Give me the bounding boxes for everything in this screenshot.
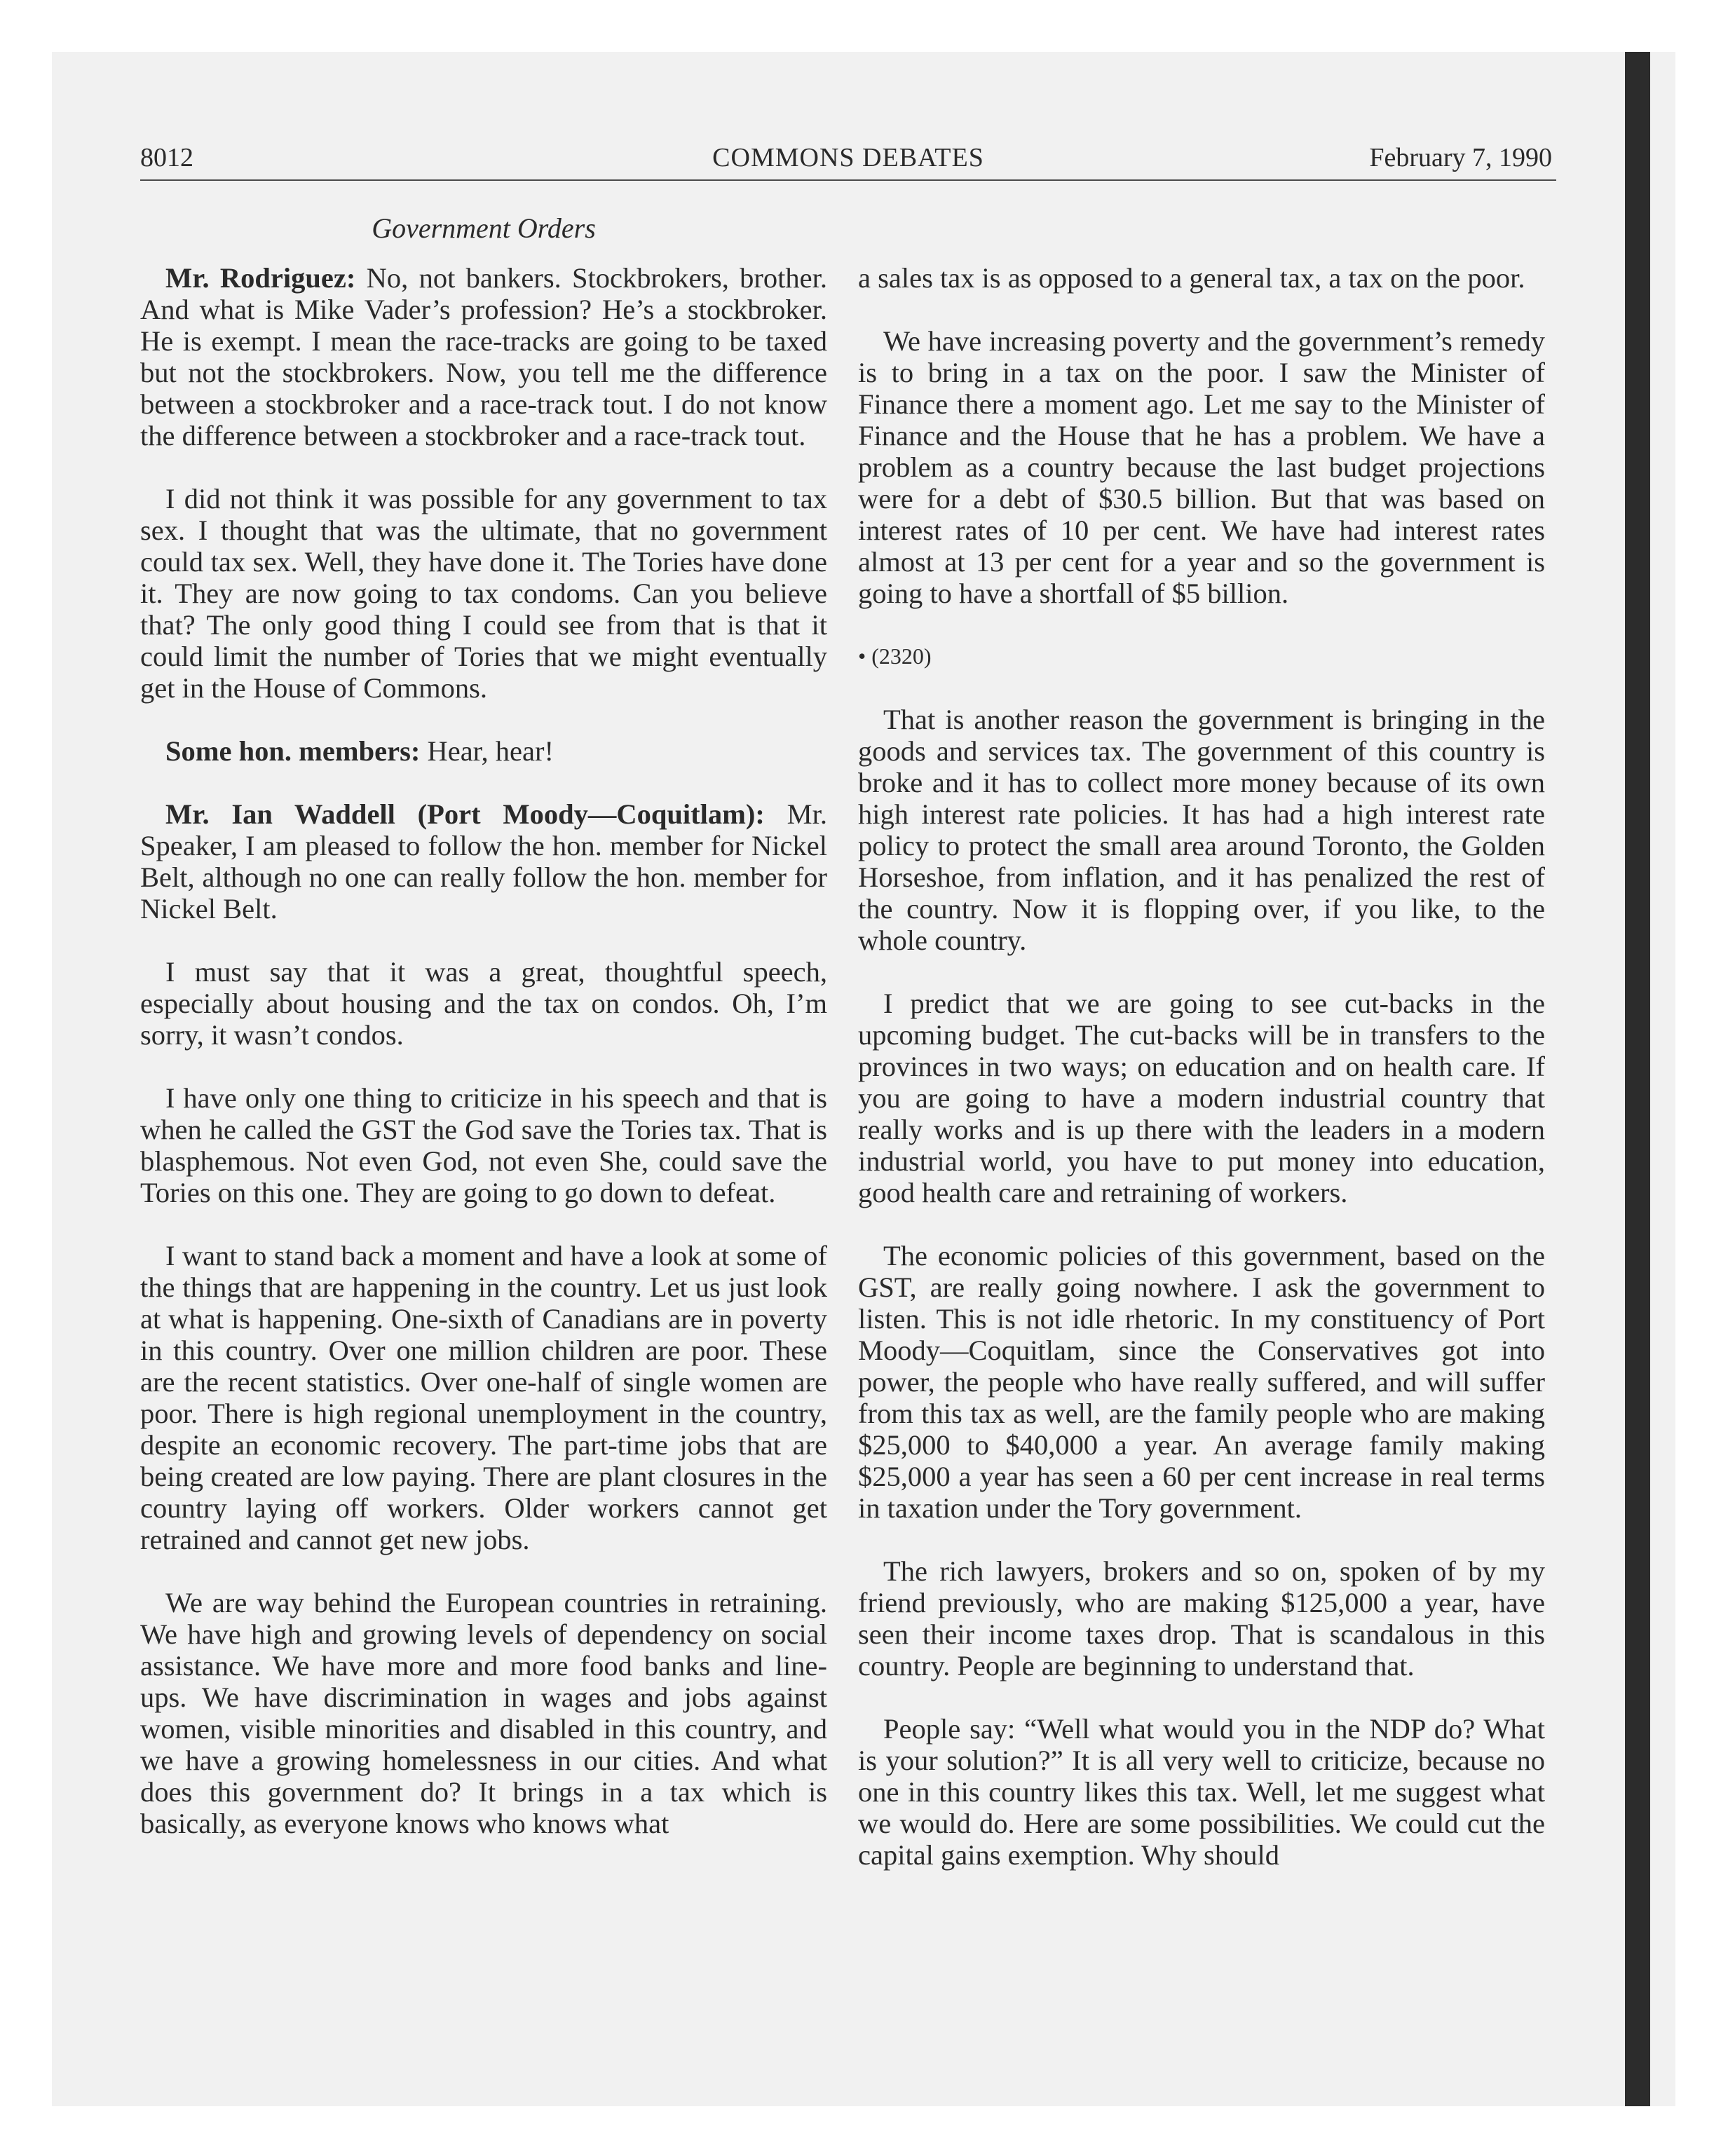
paragraph: We are way behind the European countries in retraining. We have high and growing levels of dependency on social assistance. We have more and more food banks and line-ups. We have discrimination in wages and jobs against women, visible minorities and disabled in this country, and we have a growing homelessness in our cities. And what does this government do? It brings in a tax which is basically, as everyone knows who knows what: [140, 1587, 827, 1839]
paragraph: People say: “Well what would you in the NDP do? What is your solution?” It is all very well to criticize, because no one in this country likes this tax. Well, let me suggest what we would do. Here are some possibilities. We could cut the capital gains exemption. Why should: [858, 1713, 1545, 1871]
paragraph: I predict that we are going to see cut-backs in the upcoming budget. The cut-backs will be in transfers to the provinces in two ways; on education and on health care. If you are going to have a modern industrial country that really works and is up there with the leaders in a modern industrial world, you have to put money into education, good health care and retraining of workers.: [858, 988, 1545, 1208]
scan-edge-shadow: [1625, 52, 1650, 2106]
paragraph: I did not think it was possible for any government to tax sex. I thought that was the ultimate, that no government could tax sex. Well, they have done it. The Tories have done it. They are now going to tax condoms. Can you believe that? The only good thing I could see from that is that it could limit the number of Tories that we might eventually get in the House of Commons.: [140, 483, 827, 704]
paragraph: [140, 798, 827, 925]
section-title: Government Orders: [372, 212, 596, 244]
paragraph: The economic policies of this government, based on the GST, are really going nowhere. I ask the government to listen. This is not idle rhetoric. In my constituency of Port Moody—Coquitlam, since the Conservatives got into power, the people who have really suffered, and will suffer from this tax as well, are the family people who are making $25,000 to $40,000 a year. An average family making $25,000 a year has seen a 60 per cent increase in real terms in taxation under the Tory government.: [858, 1240, 1545, 1524]
speaker-name: Some hon. members:: [165, 735, 421, 767]
paragraph: I must say that it was a great, thoughtful speech, especially about housing and the tax on condos. Oh, I’m sorry, it wasn’t condos.: [140, 956, 827, 1051]
paragraph-continued: a sales tax is as opposed to a general tax, a tax on the poor.: [858, 262, 1525, 294]
speech-text: Mr. Speaker, I am pleased to follow the hon. member for Nickel Belt, although no one can really follow the hon. member for Nickel Belt.: [140, 798, 827, 925]
page-header: [140, 133, 1556, 181]
paragraph: The rich lawyers, brokers and so on, spoken of by my friend previously, who are making $125,000 a year, have seen their income taxes drop. That is scandalous in this country. People are beginning to understand that.: [858, 1555, 1545, 1681]
right-column: [858, 262, 1545, 1902]
paragraph: We have increasing poverty and the government’s remedy is to bring in a tax on the poor. I saw the Minister of Finance there a moment ago. Let me say to the Minister of Finance and the House that he has a problem. We have a problem as a country because the last budget projections were for a debt of $30.5 billion. But that was based on interest rates of 10 per cent. We have had interest rates almost at 13 per cent for a year and so the government is going to have a shortfall of $5 billion.: [858, 325, 1545, 609]
paragraph: [140, 735, 827, 767]
time-marker: • (2320): [858, 643, 932, 669]
paragraph: That is another reason the government is bringing in the goods and services tax. The government of this country is broke and it has to collect more money because of its own high interest rate policies. It has had a high interest rate policy to protect the small area around Toronto, the Golden Horseshoe, from inflation, and it has penalized the rest of the country. Now it is flopping over, if you like, to the whole country.: [858, 704, 1545, 956]
paragraph: [140, 262, 827, 451]
speaker-name: Mr. Ian Waddell (Port Moody—Coquitlam):: [165, 798, 765, 830]
paragraph: I have only one thing to criticize in his speech and that is when he called the GST the God save the Tories tax. That is blasphemous. Not even God, not even She, could save the Tories on this one. They are going to go down to defeat.: [140, 1082, 827, 1208]
speech-text: No, not bankers. Stockbrokers, brother. And what is Mike Vader’s profession? He’s a stockbroker. He is exempt. I mean the race-tracks are going to be taxed but not the stockbrokers. Now, you tell me the difference between a stockbroker and a race-track tout. I do not know the difference between a stockbroker and a race-track tout.: [140, 262, 827, 451]
speaker-name: Mr. Rodriguez:: [165, 262, 356, 294]
page-number: 8012: [140, 143, 193, 172]
header-date: February 7, 1990: [1369, 143, 1552, 172]
paragraph: I want to stand back a moment and have a look at some of the things that are happening in the country. Let us just look at what is happening. One-sixth of Canadians are in poverty in this country. Over one million children are poor. These are the recent statistics. Over one-half of single women are poor. There is high regional unemployment in the country, despite an economic recovery. The part-time jobs that are being created are low paying. There are plant closures in the country laying off workers. Older workers cannot get retrained and cannot get new jobs.: [140, 1240, 827, 1555]
journal-title: COMMONS DEBATES: [712, 143, 984, 172]
speech-text: Hear, hear!: [420, 735, 554, 767]
left-column: [140, 262, 827, 1871]
